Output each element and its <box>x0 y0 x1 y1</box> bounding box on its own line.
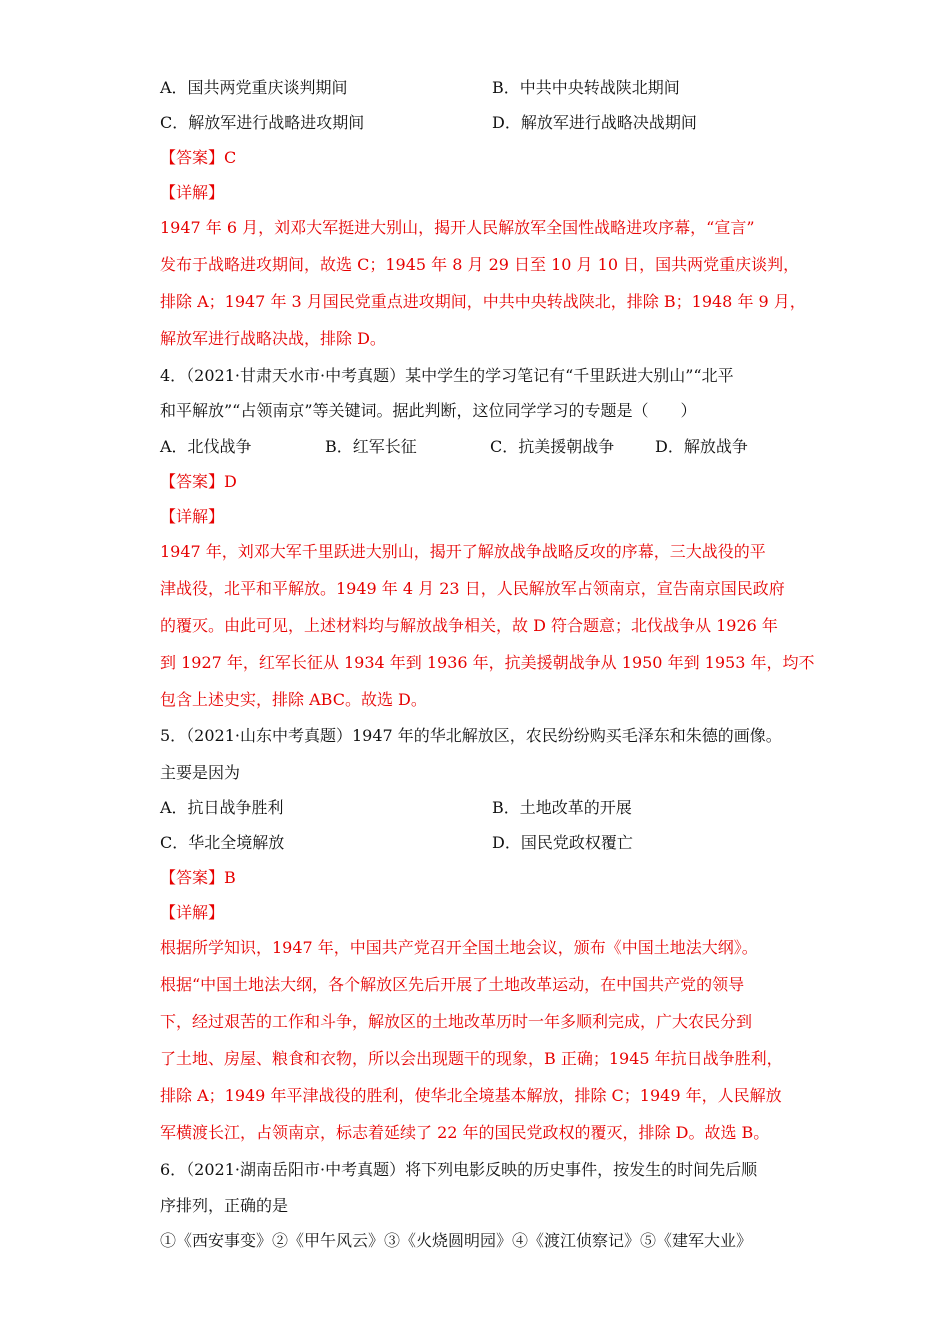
q3-option-d: D．解放军进行战略决战期间 <box>492 113 697 132</box>
q5-option-b: B．土地改革的开展 <box>492 798 632 817</box>
q5-stem-line: 主要是因为 <box>160 763 241 782</box>
q6-stem-line: 6．（2021·湖南岳阳市·中考真题）将下列电影反映的历史事件，按发生的时间先后顺 <box>160 1160 758 1179</box>
q3-option-c: C．解放军进行战略进攻期间 <box>160 113 365 132</box>
q4-options <box>160 436 748 458</box>
q4-option-a: A．北伐战争 <box>160 437 252 456</box>
q5-detail-line: 军横渡长江，占领南京，标志着延续了 22 年的国民党政权的覆灭，排除 D。故选 B。 <box>160 1123 770 1142</box>
q4-detail-line: 津战役，北平和平解放。1949 年 4 月 23 日，人民解放军占领南京，宣告南京国民政府 <box>160 579 785 598</box>
q5-detail-line: 了土地、房屋、粮食和衣物，所以会出现题干的现象，B 正确；1945 年抗日战争胜利， <box>160 1049 783 1068</box>
q3-detail-line: 发布于战略进攻期间，故选 C；1945 年 8 月 29 日至 10 月 10 日，国共两党重庆谈判， <box>160 255 800 274</box>
q4-option-b: B．红军长征 <box>325 437 417 456</box>
q3-option-b: B．中共中央转战陕北期间 <box>492 78 680 97</box>
q6-items: ①《西安事变》②《甲午风云》③《火烧圆明园》④《渡江侦察记》⑤《建军大业》 <box>160 1231 753 1250</box>
q3-detail-label: 【详解】 <box>160 183 225 202</box>
q4-stem-line: 和平解放”“占领南京”等关键词。据此判断，这位同学学习的专题是（ ） <box>160 401 697 420</box>
q4-detail-line: 包含上述史实，排除 ABC。故选 D。 <box>160 690 427 709</box>
q5-detail-line: 排除 A；1949 年平津战役的胜利，使华北全境基本解放，排除 C；1949 年，人民解放 <box>160 1086 782 1105</box>
q5-answer: 【答案】B <box>160 868 236 887</box>
q4-detail-label: 【详解】 <box>160 507 225 526</box>
q4-detail-line: 到 1927 年，红军长征从 1934 年到 1936 年，抗美援朝战争从 1950 年到 1953 年，均不 <box>160 653 815 672</box>
q3-detail-line: 解放军进行战略决战，排除 D。 <box>160 329 386 348</box>
q5-stem-line: 5．（2021·山东中考真题）1947 年的华北解放区，农民纷纷购买毛泽东和朱德的画像。 <box>160 726 782 745</box>
q3-detail-line: 1947 年 6 月，刘邓大军挺进大别山，揭开人民解放军全国性战略进攻序幕，“宣言” <box>160 218 755 237</box>
q4-option-c: C．抗美援朝战争 <box>490 437 615 456</box>
q5-detail-line: 下，经过艰苦的工作和斗争，解放区的土地改革历时一年多顺利完成，广大农民分到 <box>160 1012 753 1031</box>
q6-stem-line: 序排列，正确的是 <box>160 1196 289 1215</box>
q3-answer: 【答案】C <box>160 148 237 167</box>
q4-detail-line: 的覆灭。由此可见，上述材料均与解放战争相关，故 D 符合题意；北伐战争从 1926 年 <box>160 616 778 635</box>
q4-detail-line: 1947 年，刘邓大军千里跃进大别山，揭开了解放战争战略反攻的序幕，三大战役的平 <box>160 542 766 561</box>
q4-option-d: D．解放战争 <box>655 437 748 456</box>
q3-detail-line: 排除 A；1947 年 3 月国民党重点进攻期间，中共中央转战陕北，排除 B；1948 年 9 月， <box>160 292 806 311</box>
q5-option-a: A．抗日战争胜利 <box>160 798 284 817</box>
q4-answer: 【答案】D <box>160 472 237 491</box>
q3-option-a: A．国共两党重庆谈判期间 <box>160 78 348 97</box>
q5-detail-label: 【详解】 <box>160 903 225 922</box>
q5-detail-line: 根据“中国土地法大纲，各个解放区先后开展了土地改革运动，在中国共产党的领导 <box>160 975 745 994</box>
q5-detail-line: 根据所学知识，1947 年，中国共产党召开全国土地会议，颁布《中国土地法大纲》。 <box>160 938 758 957</box>
q4-stem-line: 4．（2021·甘肃天水市·中考真题）某中学生的学习笔记有“千里跃进大别山”“北平 <box>160 366 734 385</box>
q5-option-c: C．华北全境解放 <box>160 833 285 852</box>
q5-option-d: D．国民党政权覆亡 <box>492 833 633 852</box>
